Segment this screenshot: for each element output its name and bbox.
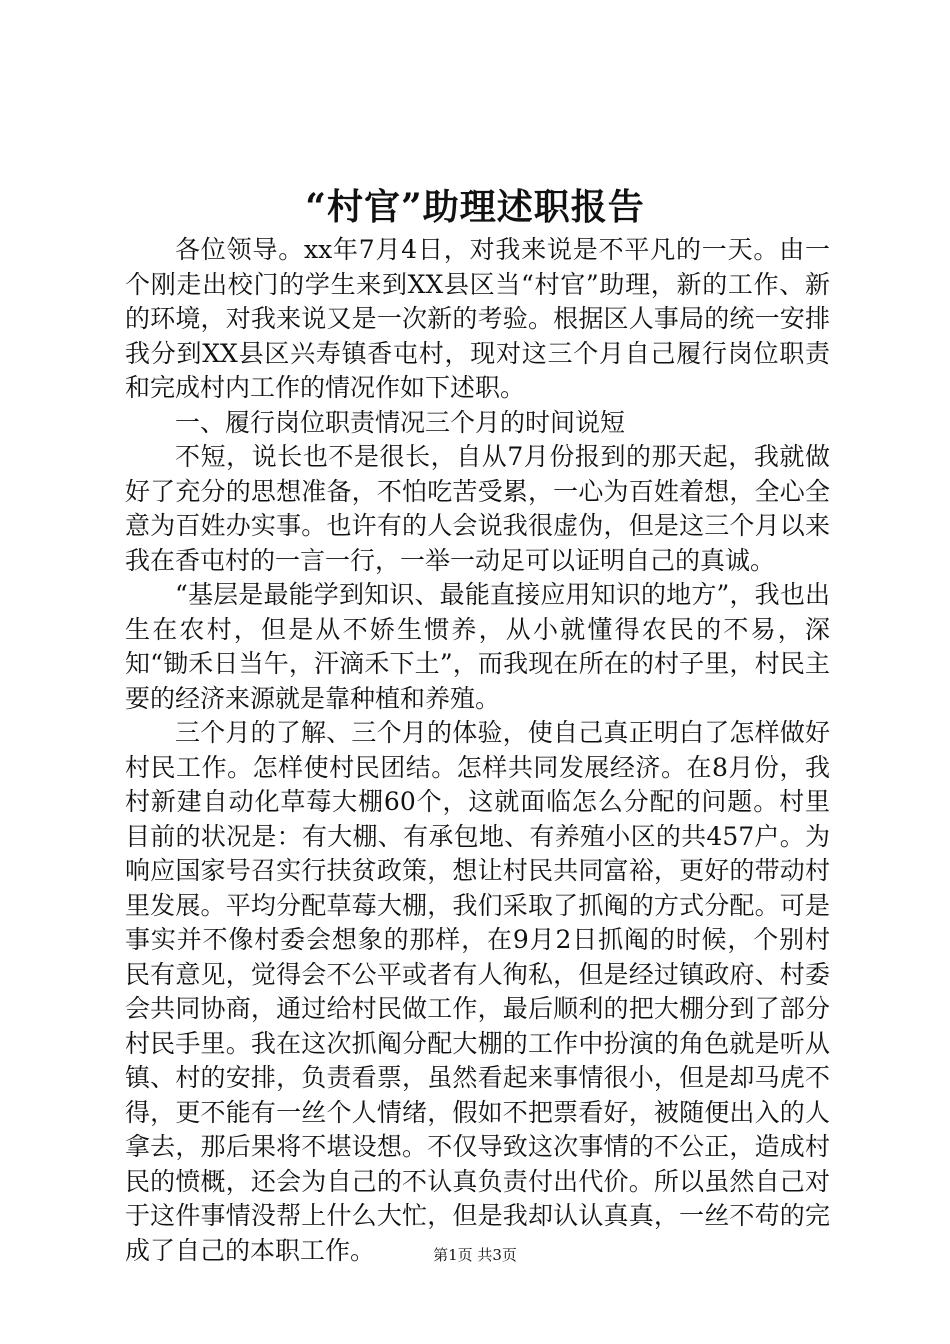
document-title: “村官”助理述职报告 xyxy=(305,186,645,228)
paragraph-grassroots: “基层是最能学到知识、最能直接应用知识的地方”，我也出生在农村，但是从不娇生惯养，从小就懂得农民的不易，深知“锄禾日当午，汗滴禾下土”，而我现在所在的村子里，村民主要的经济来源就是靠种植和养殖。 xyxy=(125,580,830,713)
page-footer: 第1页 共3页 xyxy=(433,1246,517,1264)
paragraph-work-experience: 三个月的了解、三个月的体验，使自己真正明白了怎样做好村民工作。怎样使村民团结。怎样共同发展经济。在8月份，我村新建自动化草莓大棚60个，这就面临怎么分配的问题。村里目前的状况是：有大棚、有承包地、有养殖小区的共457户。为响应国家号召实行扶贫政策，想让村民共同富裕，更好的带动村里发展。平均分配草莓大棚，我们采取了抓阄的方式分配。可是事实并不像村委会想象的那样，在9月2日抓阄的时候，个别村民有意见，觉得会不公平或者有人徇私，但是经过镇政府、村委会共同协商，通过给村民做工作，最后顺利的把大棚分到了部分村民手里。我在这次抓阄分配大棚的工作中扮演的角色就是听从镇、村的安排，负责看票，虽然看起来事情很小，但是却马虎不得，更不能有一丝个人情绪，假如不把票看好，被随便出入的人拿去，那后果将不堪设想。不仅导致这次事情的不公正，造成村民的愤概，还会为自己的不认真负责付出代价。所以虽然自己对于这件事情没帮上什么大忙，但是我却认认真真，一丝不苟的完成了自己的本职工作。 xyxy=(125,718,830,1265)
paragraph-preparation: 不短，说长也不是很长，自从7月份报到的那天起，我就做好了充分的思想准备，不怕吃苦受累，一心为百姓着想，全心全意为百姓办实事。也许有的人会说我很虚伪，但是这三个月以来我在香屯村的一言一行，一举一动足可以证明自己的真诚。 xyxy=(125,442,830,575)
document-body xyxy=(125,233,830,1268)
paragraph-intro: 各位领导。xx年7月4日，对我来说是不平凡的一天。由一个刚走出校门的学生来到XX县区当“村官”助理，新的工作、新的环境，对我来说又是一次新的考验。根据区人事局的统一安排我分到XX县区兴寿镇香屯村，现对这三个月自己履行岗位职责和完成村内工作的情况作如下述职。 xyxy=(125,235,830,402)
paragraph-section-heading: 一、履行岗位职责情况三个月的时间说短 xyxy=(175,407,626,437)
